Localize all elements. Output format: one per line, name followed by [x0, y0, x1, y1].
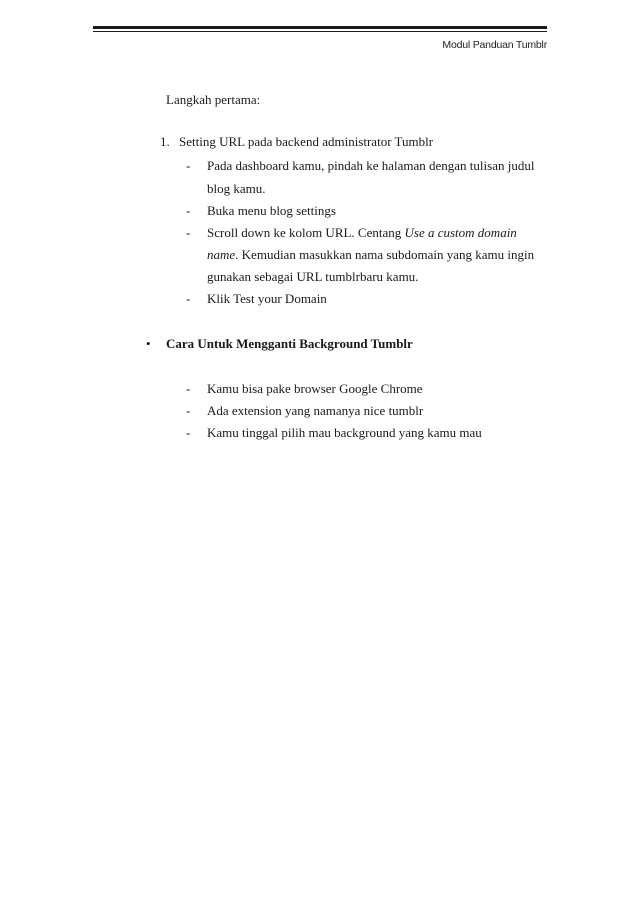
list-item-line [207, 224, 517, 241]
list-dash: - [186, 158, 191, 173]
list-item-line: Kamu tinggal pilih mau background yang kamu mau [207, 425, 482, 440]
list-item-line: gunakan sebagai URL tumblrbaru kamu. [207, 269, 419, 284]
list-item-line: Kamu bisa pake browser Google Chrome [207, 381, 423, 396]
bullet-symbol: • [146, 336, 151, 351]
list-dash: - [186, 425, 191, 440]
step-title: Setting URL pada backend administrator Tumblr [179, 134, 434, 149]
text-run: . Kemudian masukkan nama subdomain yang kamu ingin [235, 247, 535, 262]
list-item-line: Pada dashboard kamu, pindah ke halaman dengan tulisan judul [207, 158, 535, 173]
list-dash: - [186, 225, 191, 240]
header-rule-thick [93, 26, 547, 29]
list-item-line [207, 246, 534, 263]
header-rule-thin [93, 31, 547, 32]
list-item-line: Klik Test your Domain [207, 291, 327, 306]
list-item-line: Ada extension yang namanya nice tumblr [207, 403, 424, 418]
list-item-line: Buka menu blog settings [207, 203, 336, 218]
list-item-line: blog kamu. [207, 181, 266, 196]
list-dash: - [186, 203, 191, 218]
italic-text-run: Use a custom domain [404, 225, 517, 240]
italic-text-run: name [207, 247, 236, 262]
text-run: Scroll down ke kolom URL. Centang [207, 225, 405, 240]
list-dash: - [186, 381, 191, 396]
running-header: Modul Panduan Tumblr [442, 39, 547, 51]
list-dash: - [186, 403, 191, 418]
section-heading: Cara Untuk Mengganti Background Tumblr [166, 336, 413, 351]
intro-label: Langkah pertama: [166, 92, 261, 107]
step-number: 1. [160, 134, 170, 149]
list-dash: - [186, 291, 191, 306]
